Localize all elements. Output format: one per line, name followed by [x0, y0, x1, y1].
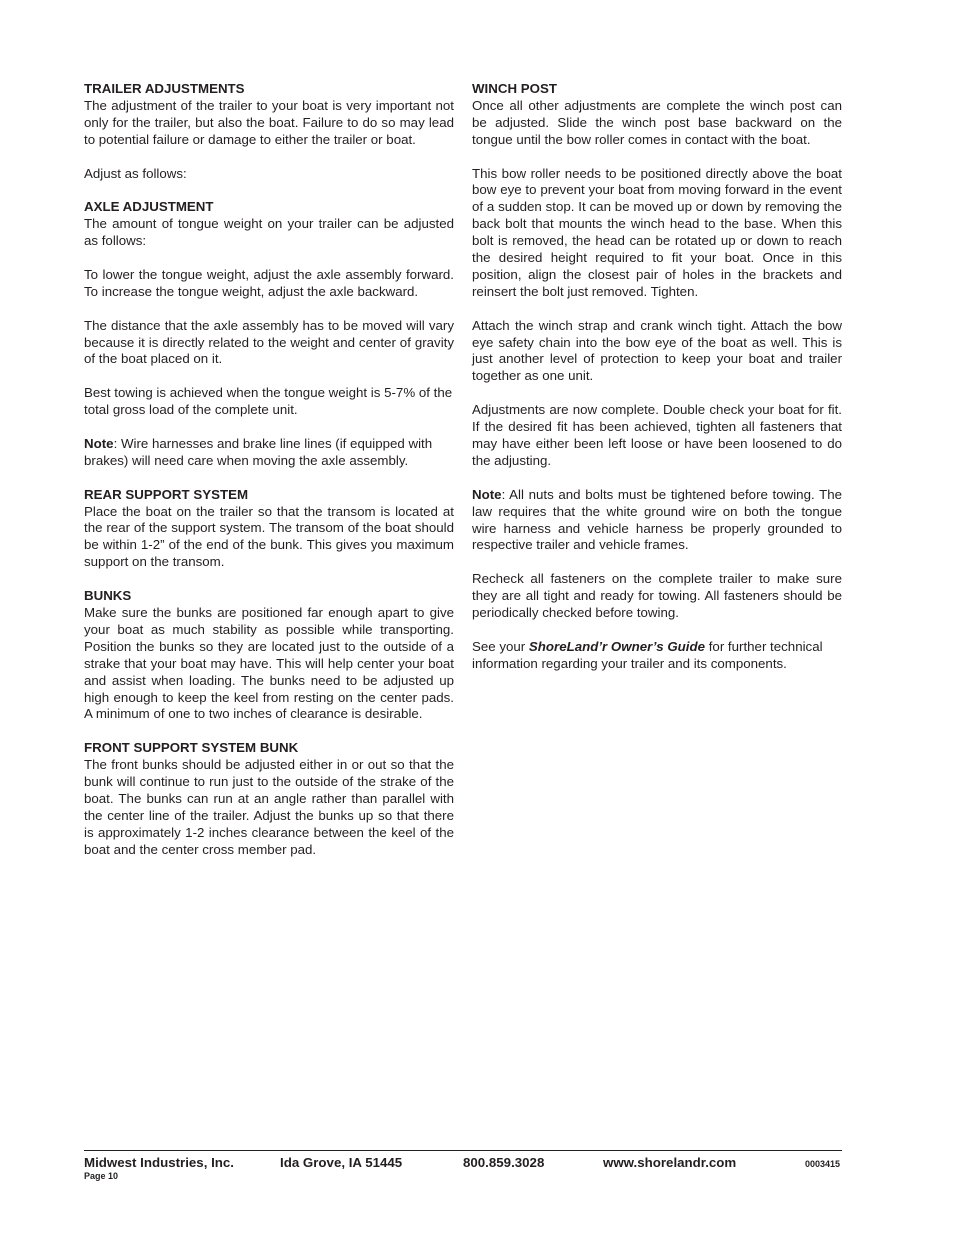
footer-document-code: 0003415: [805, 1159, 841, 1169]
axle-adjustment-paragraph-4: Best towing is achieved when the tongue weight is 5-7% of the total gross load of the complete unit.: [84, 385, 453, 418]
winch-post-note: [472, 487, 842, 555]
rear-support-paragraph: Place the boat on the trailer so that the transom is located at the rear of the support system. The transom of the boat should be within 1-2” of the end of the bunk. This gives you maximum support on the transom.: [84, 503, 454, 570]
note-label: Note: [84, 435, 114, 451]
guide-pre-text: See your: [472, 638, 529, 654]
note-text: : Wire harnesses and brake line lines (if equipped with brakes) will need care when moving the axle assembly.: [84, 435, 433, 468]
rear-support-heading: REAR SUPPORT SYSTEM: [84, 486, 249, 502]
axle-adjustment-paragraph-3: The distance that the axle assembly has to be moved will vary because it is directly related to the weight and center of gravity of the boat placed on it.: [84, 317, 454, 367]
footer-phone: 800.859.3028: [463, 1155, 545, 1170]
note-label: Note: [472, 486, 502, 502]
note-text: : All nuts and bolts must be tightened before towing. The law requires that the white ground wire on both the tongue wire harness and vehicle harness be properly grounded to respective trailer and vehicle frames.: [472, 486, 842, 553]
front-support-heading: FRONT SUPPORT SYSTEM BUNK: [84, 740, 299, 756]
winch-post-paragraph-1: Once all other adjustments are complete the winch post can be adjusted. Slide the winch post base backward on the tongue until the bow roller comes in contact with the boat.: [472, 97, 842, 147]
axle-adjustment-paragraph-1: The amount of tongue weight on your trailer can be adjusted as follows:: [84, 216, 454, 249]
winch-post-paragraph-3: Attach the winch strap and crank winch tight. Attach the bow eye safety chain into the bow eye of the boat as well. This is just another level of protection to keep your boat and trailer together as one unit.: [472, 317, 842, 384]
footer-city: Ida Grove, IA 51445: [280, 1155, 403, 1170]
page-number: Page 10: [84, 1171, 119, 1181]
winch-post-paragraph-5: Recheck all fasteners on the complete trailer to make sure they are all tight and ready for towing. All fasteners should be periodically checked before towing.: [472, 571, 842, 621]
owners-guide-paragraph: [472, 639, 842, 673]
trailer-adjustments-heading: TRAILER ADJUSTMENTS: [84, 81, 245, 96]
winch-post-paragraph-2: This bow roller needs to be positioned directly above the boat bow eye to prevent your boat from moving forward in the event of a sudden stop. It can be moved up or down by removing the back bolt that mounts the winch head to the base. When this bolt is removed, the head can be rotated up or down to reach the desired height required to fit your boat. Once in this position, align the closest pair of holes in the brackets and reinsert the bolt just removed. Tighten.: [472, 165, 842, 299]
bunks-paragraph: Make sure the bunks are positioned far enough apart to give your boat as much stability as possible while transporting. Position the bunks so they are located just to the outside of a strake that your boat may have. This will help center your boat and assist when loading. The bunks need to be adjusted up high enough to keep the keel from resting on the center pads. A minimum of one to two inches of clearance is desirable.: [84, 604, 454, 722]
front-support-paragraph: The front bunks should be adjusted either in or out so that the bunk will continue to run just to the outside of the strake of the boat. The bunks can run at an angle rather than parallel with the center line of the trailer. Adjust the bunks up so that there is approximately 1-2 inches clearance between the keel of the boat and the center cross member pad.: [84, 757, 454, 857]
trailer-adjustments-paragraph: The adjustment of the trailer to your boat is very important not only for the trailer, but also the boat. Failure to do so may lead to potential failure or damage to either the trailer or boat.: [84, 97, 454, 147]
bunks-heading: BUNKS: [84, 588, 132, 604]
owners-guide-title: ShoreLand’r Owner’s Guide: [528, 638, 706, 654]
left-column: [84, 81, 454, 875]
axle-adjustment-note: [84, 436, 454, 470]
footer-company: Midwest Industries, Inc.: [84, 1155, 234, 1170]
adjust-as-follows-paragraph: Adjust as follows:: [84, 165, 187, 181]
footer-website: www.shorelandr.com: [603, 1155, 737, 1170]
axle-adjustment-heading: AXLE ADJUSTMENT: [84, 199, 214, 215]
winch-post-heading: WINCH POST: [472, 81, 557, 96]
axle-adjustment-paragraph-2: To lower the tongue weight, adjust the axle assembly forward. To increase the tongue weight, adjust the axle backward.: [84, 266, 454, 299]
footer-divider: [84, 1150, 842, 1151]
right-column: [472, 81, 842, 690]
winch-post-paragraph-4: Adjustments are now complete. Double check your boat for fit. If the desired fit has been achieved, tighten all fasteners that may have either been left loose or have been loosened to do the adjusting.: [472, 402, 842, 468]
guide-post-text: for further technical information regarding your trailer and its components.: [472, 638, 823, 671]
